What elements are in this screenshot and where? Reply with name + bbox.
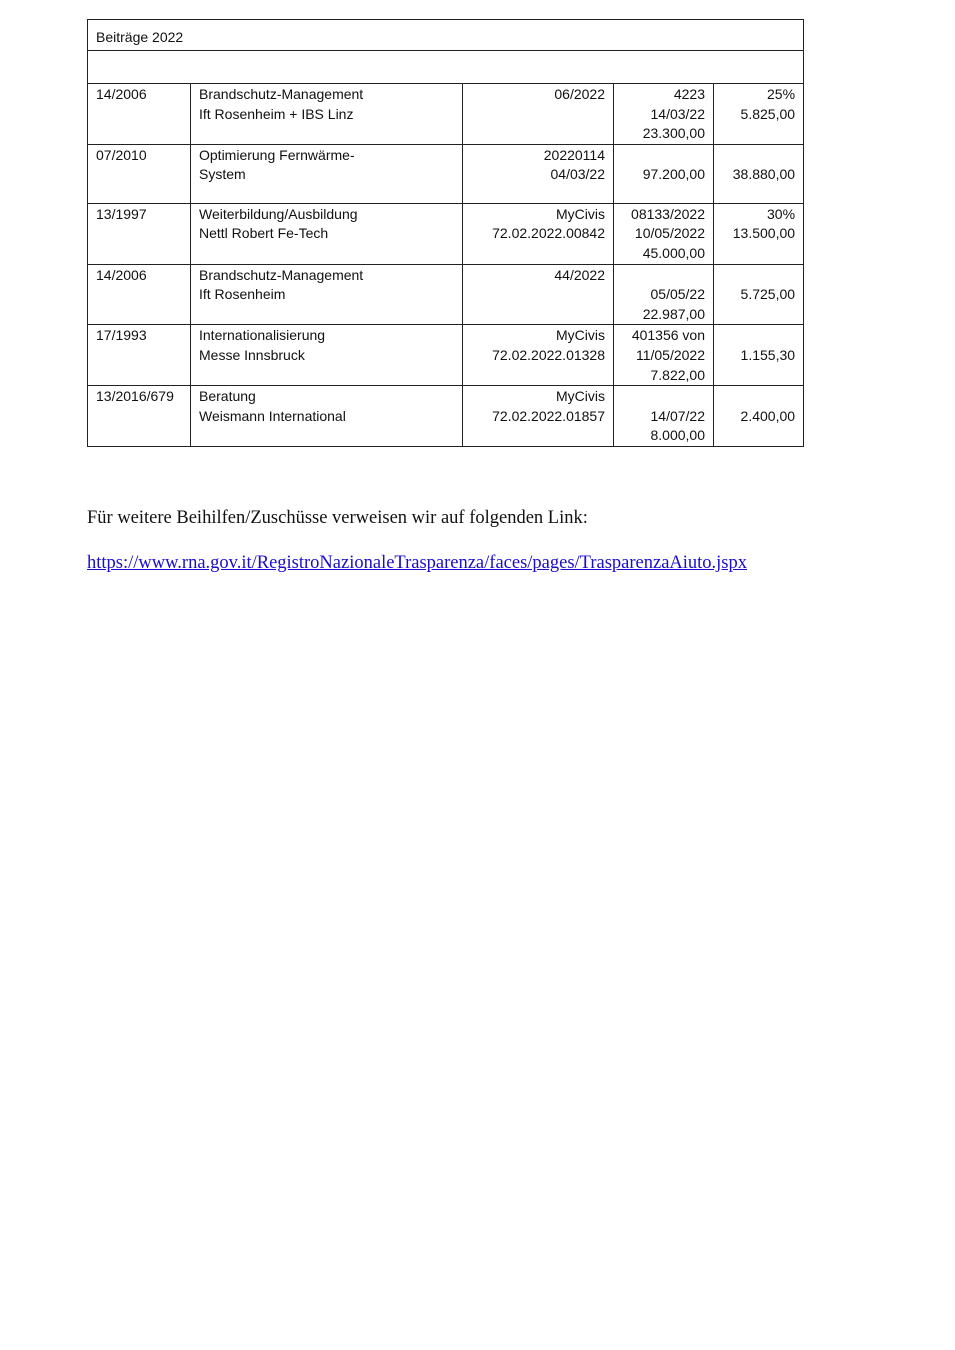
reference-cell xyxy=(463,386,614,447)
detail-cell-line: 14/07/22 xyxy=(650,407,705,424)
transparency-register-link[interactable]: https://www.rna.gov.it/RegistroNazionaleTrasparenza/faces/pages/TrasparenzaAiuto.jspx xyxy=(87,553,748,573)
amount-cell-line xyxy=(722,266,795,286)
reference-cell-line: MyCivis xyxy=(556,327,605,344)
amount-cell-line xyxy=(722,146,795,166)
description-cell-line: Nettl Robert Fe-Tech xyxy=(199,225,329,242)
detail-cell xyxy=(614,264,714,325)
law-cell xyxy=(88,325,191,386)
description-cell-line: Internationalisierung xyxy=(199,327,326,344)
detail-cell xyxy=(614,84,714,145)
reference-cell-line: 06/2022 xyxy=(554,86,605,102)
amount-cell-line: 5.825,00 xyxy=(740,105,796,122)
law-cell xyxy=(88,203,191,264)
amount-cell-line: 38.880,00 xyxy=(732,166,796,183)
description-cell-line: Weiterbildung/Ausbildung xyxy=(199,205,358,222)
law-cell-text: 14/2006 xyxy=(96,266,147,283)
reference-cell-line: 04/03/22 xyxy=(550,166,605,183)
table-title: Beiträge 2022 xyxy=(88,20,804,51)
detail-cell xyxy=(614,144,714,203)
detail-cell-line: 11/05/2022 xyxy=(635,346,705,363)
table-row xyxy=(88,386,804,447)
amount-cell-line: 25% xyxy=(767,86,796,102)
description-cell-line: Beratung xyxy=(199,388,256,405)
detail-cell xyxy=(614,203,714,264)
detail-cell-line: 7.822,00 xyxy=(650,366,705,383)
detail-cell-line: 10/05/2022 xyxy=(634,225,705,242)
amount-cell xyxy=(714,386,804,447)
amount-cell xyxy=(714,203,804,264)
description-cell xyxy=(191,144,463,203)
detail-cell-line xyxy=(622,387,705,407)
law-cell-text: 14/2006 xyxy=(96,86,147,102)
amount-cell xyxy=(714,84,804,145)
detail-cell-line: 22.987,00 xyxy=(642,305,705,322)
description-cell-line: Brandschutz-Management xyxy=(199,266,364,283)
table-body xyxy=(88,84,804,447)
table-title-row xyxy=(88,20,804,51)
detail-cell-line: 05/05/22 xyxy=(650,286,705,303)
description-cell xyxy=(191,386,463,447)
description-cell xyxy=(191,84,463,145)
description-cell-line: Weismann International xyxy=(199,407,346,424)
law-cell-text: 07/2010 xyxy=(96,146,147,163)
description-cell-line: Ift Rosenheim + IBS Linz xyxy=(199,105,354,122)
table-row xyxy=(88,144,804,203)
table-blank-row xyxy=(88,51,804,84)
law-cell xyxy=(88,144,191,203)
table-row xyxy=(88,325,804,386)
reference-cell-line: 44/2022 xyxy=(554,266,605,283)
amount-cell xyxy=(714,144,804,203)
amount-cell-line: 2.400,00 xyxy=(740,407,796,424)
description-cell-line: Brandschutz-Management xyxy=(199,86,364,102)
detail-cell-line: 45.000,00 xyxy=(642,244,705,261)
reference-cell-line xyxy=(471,105,605,125)
reference-cell-line: 72.02.2022.01857 xyxy=(492,407,605,424)
law-cell-text: 13/1997 xyxy=(96,205,147,222)
reference-cell-line: MyCivis xyxy=(556,388,605,405)
detail-cell-line xyxy=(622,146,705,166)
amount-cell xyxy=(714,264,804,325)
amount-cell-line xyxy=(722,326,795,346)
reference-cell-line: 20220114 xyxy=(543,146,605,163)
amount-cell-line xyxy=(722,387,795,407)
grants-table xyxy=(87,19,804,447)
description-cell xyxy=(191,203,463,264)
amount-cell xyxy=(714,325,804,386)
detail-cell-line: 23.300,00 xyxy=(642,125,705,142)
detail-cell-line: 401356 von xyxy=(631,327,705,344)
description-cell-line: Messe Innsbruck xyxy=(199,346,305,363)
law-cell xyxy=(88,84,191,145)
table-blank-cell xyxy=(88,51,804,84)
law-cell xyxy=(88,386,191,447)
description-cell xyxy=(191,325,463,386)
amount-cell-line: 5.725,00 xyxy=(740,286,796,303)
detail-cell-line: 97.200,00 xyxy=(642,166,705,183)
reference-cell xyxy=(463,84,614,145)
amount-cell-line: 30% xyxy=(767,205,796,222)
detail-cell-line: 8.000,00 xyxy=(650,427,705,444)
amount-cell-line: 1.155,30 xyxy=(740,346,796,363)
detail-cell xyxy=(614,386,714,447)
detail-cell-line: 08133/2022 xyxy=(631,205,705,222)
reference-cell xyxy=(463,264,614,325)
law-cell-text: 13/2016/679 xyxy=(96,388,174,405)
reference-cell xyxy=(463,325,614,386)
description-cell-line: Optimierung Fernwärme- xyxy=(199,146,355,163)
more-grants-note: Für weitere Beihilfen/Zuschüsse verweisen wir auf folgenden Link: xyxy=(87,508,588,528)
reference-cell-line: MyCivis xyxy=(556,205,605,222)
law-cell-text: 17/1993 xyxy=(96,327,147,344)
table-row xyxy=(88,84,804,145)
description-cell xyxy=(191,264,463,325)
detail-cell-line: 14/03/22 xyxy=(650,105,705,122)
law-cell xyxy=(88,264,191,325)
description-cell-line: System xyxy=(199,166,246,183)
reference-cell-line xyxy=(471,285,605,305)
reference-cell-line: 72.02.2022.01328 xyxy=(492,346,605,363)
table-row xyxy=(88,203,804,264)
reference-cell xyxy=(463,144,614,203)
detail-cell xyxy=(614,325,714,386)
reference-cell xyxy=(463,203,614,264)
reference-cell-line: 72.02.2022.00842 xyxy=(492,225,605,242)
detail-cell-line xyxy=(622,266,705,286)
amount-cell-line: 13.500,00 xyxy=(732,225,796,242)
table-row xyxy=(88,264,804,325)
detail-cell-line: 4223 xyxy=(673,86,705,102)
description-cell-line: Ift Rosenheim xyxy=(199,286,286,303)
